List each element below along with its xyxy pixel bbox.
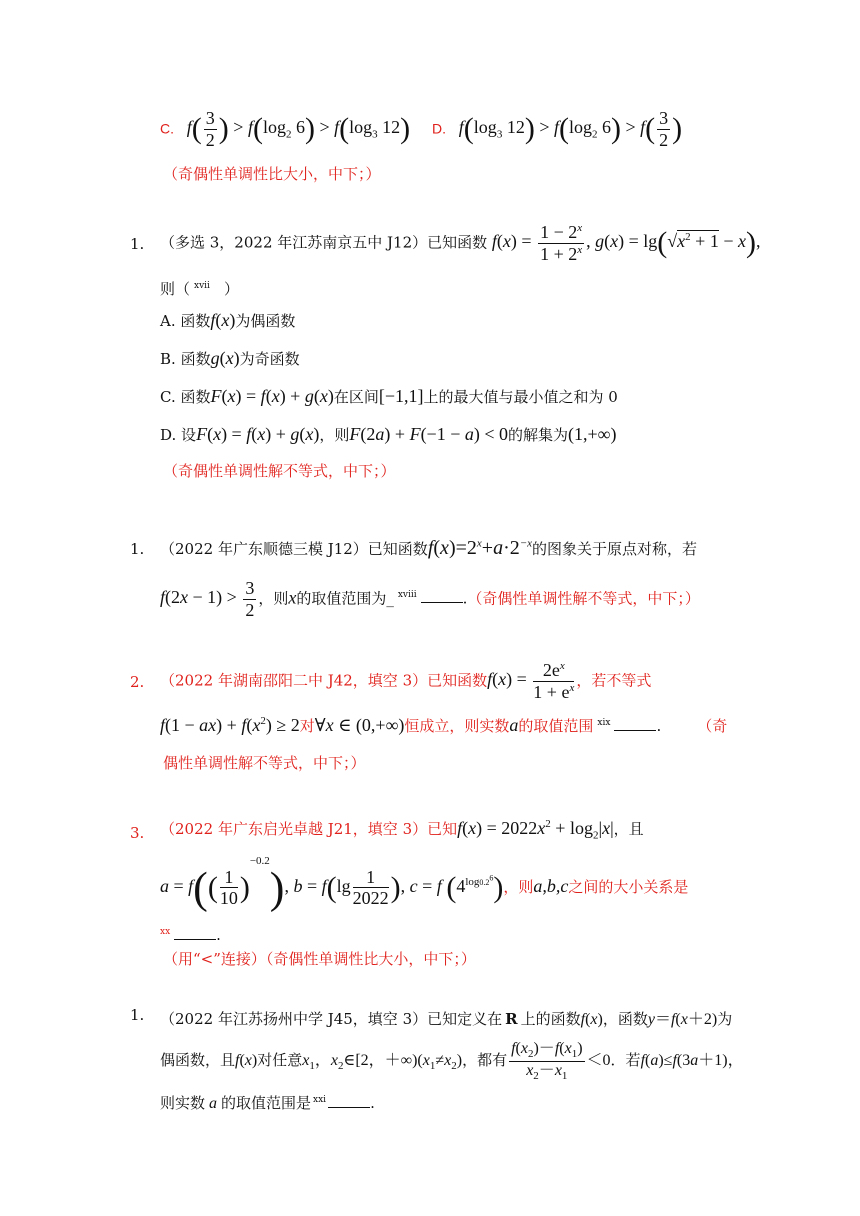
q5-line1d: 为 — [717, 1010, 733, 1028]
q5-line3b: 的取值范围是 — [221, 1094, 312, 1112]
q4-abc: a = f(( $\frac{1}{10}$ )$^{-0.2}$), b = f(lg $\frac{1}{2022}$ ), c = f $(4^{log0.2^6})$ — [160, 855, 504, 913]
q4-answer-row — [160, 925, 221, 944]
q1-number: 1. — [130, 235, 145, 253]
q1-opt-c-text2: 在区间 — [333, 388, 379, 406]
q5-endnote: xxi — [313, 1095, 327, 1105]
q4-tag: （用“<”连接）（奇偶性单调性比大小，中下；） — [163, 950, 476, 968]
q1-func-f: f(x) = $\frac{1 - 2^x}{1 + 2^x}$ , $g(x) = \lg(√x^2 + 1 - x)$, — [491, 222, 761, 264]
q3-number: 2. — [130, 673, 145, 691]
option-d-label: D. — [432, 120, 446, 137]
q3-tag1: （奇 — [697, 717, 728, 735]
q2-suffix: 的图象关于原点对称，若 — [532, 540, 698, 558]
q1-stem — [160, 222, 760, 264]
q3-range: 的取值范围 — [518, 717, 594, 735]
q5-line1b: 上的函数 — [520, 1010, 581, 1028]
q1-close: ） — [223, 280, 239, 298]
q1-opt-c-text1: 函数 — [180, 388, 211, 406]
q3-endnote: xix — [597, 718, 611, 728]
q3-tag2: 偶性单调性解不等式，中下；） — [163, 754, 366, 772]
top-tag: （奇偶性单调性比大小，中下；） — [163, 165, 381, 183]
option-d-row — [432, 108, 682, 150]
q1-opt-b-text2: 为奇函数 — [239, 350, 300, 368]
option-d-expression: $f(\log_3$ $12) > f(\log_2$ 6) > f( $\frac{3}{2}$ ) — [458, 108, 683, 150]
q2-tag: （奇偶性单调性解不等式，中下；） — [467, 589, 700, 608]
q3-hengcheng: 恒成立，则实数 — [404, 717, 510, 735]
q5-line3: 则实数 a 的取值范围是 $^{xxi}$ . — [160, 1094, 375, 1112]
q4-tail: . — [216, 926, 221, 944]
q1-opt-a-text1: 函数 — [180, 312, 211, 330]
q1-then: 则（ — [160, 280, 191, 298]
q2-tail: . — [462, 589, 468, 608]
q5-line3a: 则实数 — [160, 1094, 206, 1112]
q4-line1 — [160, 818, 644, 842]
q1-opt-d-text1: 设 — [181, 426, 197, 444]
q4-line2: a = f(( $\frac{1}{10}$ )$^{-0.2}$), b = f(lg $\frac{1}{2022}$ ), c = f $(4^{log0.2^6})$，则a,b,c之间的大小关系是 — [160, 855, 689, 913]
q4-endnote: xx — [160, 927, 171, 937]
q2-line2: f(2x − 1) > $\frac{3}{2}$ ，则x的取值范围为_ $^{xviii}$ .（奇偶性单调性解不等式，中下；） — [160, 578, 700, 620]
q1-tag: （奇偶性单调性解不等式，中下；） — [163, 462, 396, 480]
q4-ask2: 之间的大小关系是 — [568, 878, 689, 896]
q3-line2: $f(1 - ax) + f(x^2) \ge 2$对∀x ∈ (0,+∞)恒成立，则实数a的取值范围 $^{xix}$ . （奇 — [160, 715, 728, 735]
q1-endnote: xvii — [194, 281, 210, 291]
q3-tail: . — [656, 717, 662, 735]
q5-line2c: ，都有 — [462, 1051, 508, 1069]
q3-line1 — [160, 660, 651, 702]
q1-option-a: A. 函数f(x)为偶函数 — [160, 310, 296, 330]
q5-R: R — [505, 1010, 518, 1028]
q3-prefix: （2022 年湖南邵阳二中 J42，填空 3）已知函数 — [160, 671, 488, 690]
q2-text-range: 的取值范围为_ — [296, 589, 394, 608]
q2-endnote: xviii — [397, 590, 417, 601]
q1-option-d: D. 设F(x) = f(x) + g(x)，则F(2a) + F(−1 − a) < 0的解集为(1,+∞) — [160, 424, 617, 444]
q5-line1c: ，函数 — [602, 1010, 648, 1028]
q4-ask: ，则 — [503, 878, 534, 896]
q2-ineq: f(2x − 1) > $\frac{3}{2}$ — [160, 578, 255, 620]
q4-number: 3. — [130, 824, 145, 842]
q2-func: $f(x)=2^x+a\cdot 2^{-x}$ — [427, 537, 533, 559]
q5-number: 1. — [130, 1006, 145, 1024]
option-c-expression: f( $\frac{3}{2}$ ) > $f(\log_2$ $6) > f(\log_3$ 12) — [186, 108, 411, 150]
q1-prefix: （多选 3，2022 年江苏南京五中 J12）已知函数 — [160, 233, 488, 252]
q5-line2b: 对任意 — [257, 1051, 303, 1069]
q1-opt-d-text2: ，则 — [319, 426, 350, 444]
q5-line2d: ．若 — [610, 1051, 641, 1069]
q5-answer-blank[interactable] — [328, 1093, 370, 1108]
q1-opt-d-label: D. — [160, 426, 177, 444]
q1-opt-b-text1: 函数 — [180, 350, 211, 368]
q2-answer-blank[interactable] — [421, 588, 463, 603]
q5-line1a: （2022 年江苏扬州中学 J45，填空 3）已知定义在 — [160, 1010, 503, 1028]
q1-opt-a-label: A. — [160, 312, 176, 330]
q3-dui: 对 — [299, 717, 315, 735]
option-c-label: C. — [160, 120, 174, 137]
q1-opt-c-text3: 上的最大值与最小值之和为 0 — [423, 388, 618, 406]
q3-answer-blank[interactable] — [614, 716, 656, 731]
q1-opt-b-label: B. — [160, 350, 176, 368]
q3-func: f(x) = $\frac{2e^x}{1 + e^x}$ — [487, 660, 575, 702]
q4-answer-blank[interactable] — [174, 925, 216, 940]
q2-prefix: （2022 年广东顺德三模 J12）已知函数 — [160, 540, 428, 558]
q1-opt-c-label: C. — [160, 388, 176, 406]
option-c-row — [160, 108, 410, 150]
q5-tail: . — [370, 1094, 375, 1112]
q4-prefix: （2022 年广东启光卓越 J21，填空 3）已知 — [160, 820, 458, 838]
q4-func: $f(x) = 2022x^2 + \log_2|x|$ — [457, 818, 614, 842]
q5-line2a: 偶函数，且 — [160, 1051, 236, 1069]
q2-number: 1. — [130, 540, 145, 558]
q1-opt-d-text3: 的解集为 — [508, 426, 569, 444]
q1-option-b: B. 函数g(x)为奇函数 — [160, 348, 300, 368]
q4-qie: ，且 — [613, 820, 644, 838]
q2-text-then: ，则 — [258, 589, 289, 608]
q2-line1 — [160, 537, 697, 560]
q5-line2: 偶函数，且f(x)对任意$x_1$，$x_2\in[2$，$+\infty)(x_1\ne x_2)$，都有 $\frac{f(x_2)-f(x_1)}{x_2-x_1}$ ＜0．若f(a)≤f(3a＋1)， — [160, 1040, 744, 1083]
q3-ineq: $f(1 - ax) + f(x^2) \ge 2$ — [160, 715, 300, 735]
q3-suffix: ，若不等式 — [576, 671, 652, 690]
q1-opt-a-text2: 为偶函数 — [235, 312, 296, 330]
q5-line1: （2022 年江苏扬州中学 J45，填空 3）已知定义在 R 上的函数f(x)，函数y＝f(x＋2)为 — [160, 1010, 733, 1028]
q1-then-row — [160, 278, 239, 299]
q1-option-c: C. 函数F(x) = f(x) + g(x)在区间[−1,1]上的最大值与最小值之和为 0 — [160, 386, 618, 406]
